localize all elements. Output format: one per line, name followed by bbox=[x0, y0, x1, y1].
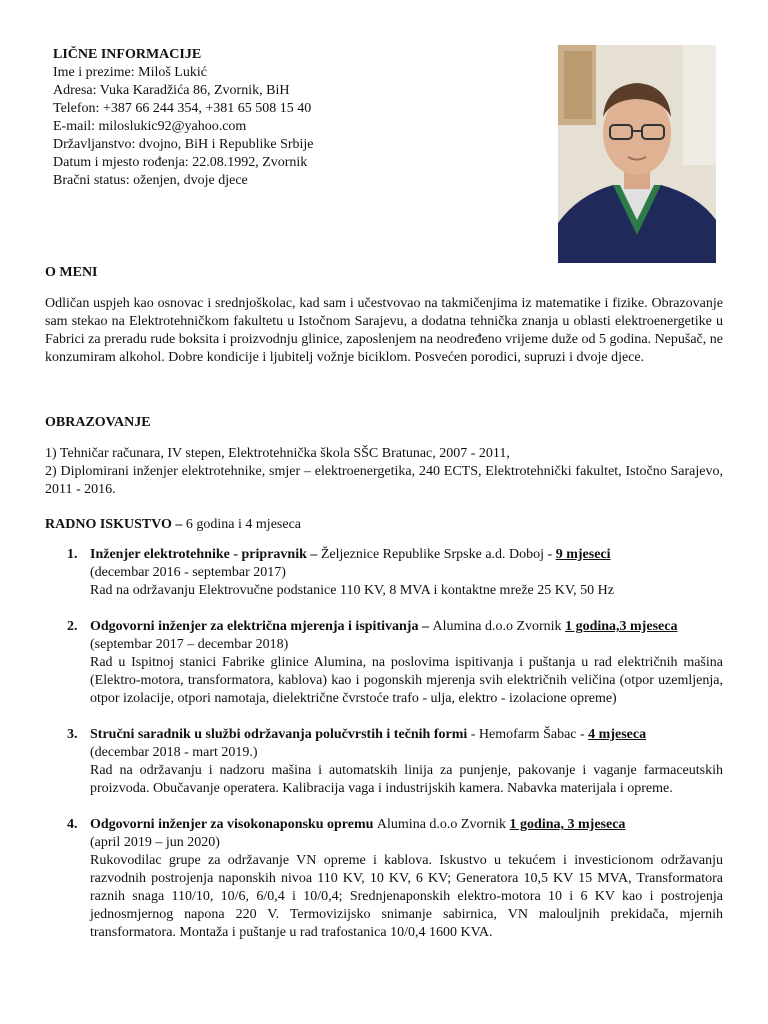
job-title: Inženjer elektrotehnike - pripravnik – bbox=[90, 547, 321, 562]
job-number: 4. bbox=[67, 817, 78, 832]
education-heading: OBRAZOVANJE bbox=[45, 415, 151, 430]
job-duration: 9 mjeseci bbox=[555, 547, 611, 562]
job-period: (decembar 2016 - septembar 2017) bbox=[90, 565, 286, 580]
job-number: 1. bbox=[67, 547, 78, 562]
info-address: Adresa: Vuka Karadžića 86, Zvornik, BiH bbox=[53, 83, 290, 98]
job-description: Rad na održavanju Elektrovučne podstanice 110 KV, 8 MVA i kontaktne mreže 25 KV, 50 Hz bbox=[90, 583, 614, 598]
job-duration: 4 mjeseca bbox=[588, 727, 647, 742]
personal-info-heading: LIČNE INFORMACIJE bbox=[53, 47, 202, 62]
education-section bbox=[45, 414, 723, 499]
info-name: Ime i prezime: Miloš Lukić bbox=[53, 65, 207, 80]
job-item-1 bbox=[45, 546, 723, 600]
job-title: Odgovorni inženjer za visokonaponsku opremu bbox=[90, 817, 377, 832]
job-period: (septembar 2017 – decembar 2018) bbox=[90, 637, 289, 652]
job-period: (april 2019 – jun 2020) bbox=[90, 835, 220, 850]
job-employer: Alumina d.o.o Zvornik bbox=[432, 619, 566, 634]
education-item-2: 2) Diplomirani inženjer elektrotehnike, smjer – elektroenergetika, 240 ECTS, Elektrotehnički fakultet, Istočno Sarajevo, 2011 - 2016. bbox=[45, 464, 723, 497]
job-employer: - Hemofarm Šabac - bbox=[470, 727, 589, 742]
info-birth: Datum i mjesto rođenja: 22.08.1992, Zvornik bbox=[53, 155, 308, 170]
experience-heading-row bbox=[45, 516, 723, 534]
job-number: 3. bbox=[67, 727, 78, 742]
job-description: Rukovodilac grupe za održavanje VN opreme i kablova. Iskustvo u tekućem i investicionom održavanju razvodnih postrojenja naponskih nivoa 110 KV, 10 KV, 6 KV; Generatora 10,5 KV 15 MVA, Transformatora raznih snaga 110/10, 10/6, 6/0,4 i 10/0,4; Srednjenaponskih elektro-motora 10 i 6 KV kao i postrojenja jednosmjernog napona 220 V. Termovizijsko snimanje sabirnica, VN malouljnih prekidača, mjernih transformatora. Montaža i puštanje u rad trafostanica 10/0,4 1600 KVA. bbox=[90, 853, 723, 940]
about-section bbox=[45, 264, 723, 367]
info-citizenship: Državljanstvo: dvojno, BiH i Republike Srbije bbox=[53, 137, 314, 152]
job-period: (decembar 2018 - mart 2019.) bbox=[90, 745, 258, 760]
experience-total: 6 godina i 4 mjeseca bbox=[185, 517, 301, 532]
job-item-4 bbox=[45, 816, 723, 942]
info-phone: Telefon: +387 66 244 354, +381 65 508 15 40 bbox=[53, 101, 312, 116]
personal-info-section bbox=[53, 46, 533, 190]
education-item-1: 1) Tehničar računara, IV stepen, Elektrotehnička škola SŠC Bratunac, 2007 - 2011, bbox=[45, 446, 510, 461]
job-duration: 1 godina, 3 mjeseca bbox=[509, 817, 626, 832]
job-number: 2. bbox=[67, 619, 78, 634]
job-employer: Željeznice Republike Srpske a.d. Doboj - bbox=[320, 547, 556, 562]
about-text: Odličan uspjeh kao osnovac i srednjoškolac, kad sam i učestvovao na takmičenjima iz matematike i fizike. Obrazovanje sam stekao na Elektrotehničkom fakultetu u Istočnom Sarajevu, a dodatna tehnička znanja u oblasti elektroenergetike u Fabrici za preradu rude boksita i proizvodnju glinice, zaposlenjem na neodređeno vrijeme duže od 5 godina. Nepušač, ne konzumiram alkohol. Dobre kondicije i ljubitelj vožnje biciklom. Posvećen porodici, supruzi i dvoje djece. bbox=[45, 296, 723, 365]
info-email: E-mail: miloslukic92@yahoo.com bbox=[53, 119, 247, 134]
portrait-illustration bbox=[558, 45, 716, 263]
experience-heading: RADNO ISKUSTVO – bbox=[45, 517, 186, 532]
job-item-2 bbox=[45, 618, 723, 708]
job-employer: Alumina d.o.o Zvornik bbox=[376, 817, 510, 832]
job-list bbox=[45, 546, 723, 960]
about-heading: O MENI bbox=[45, 265, 98, 280]
job-description: Rad u Ispitnoj stanici Fabrike glinice Alumina, na poslovima ispitivanja i puštanja u rad električnih mašina (Elektro-motora, transformatora, kablova) kao i pogonskih mjerenja svih električnih veličina (otpor uzemljenja, otpor izolacije, otpori namotaja, dielektrične čvrstoće trafo - ulja, elektro - izolacione opreme) bbox=[90, 655, 723, 706]
job-item-3 bbox=[45, 726, 723, 798]
job-duration: 1 godina,3 mjeseca bbox=[565, 619, 678, 634]
job-title: Stručni saradnik u službi održavanja polučvrstih i tečnih formi bbox=[90, 727, 471, 742]
profile-photo bbox=[558, 45, 716, 263]
job-description: Rad na održavanju i nadzoru mašina i automatskih linija za punjenje, pakovanje i vaganje farmaceutskih proizvoda. Obučavanje operatera. Kalibracija vaga i industrijskih kamera. Nabavka materijala i opreme. bbox=[90, 763, 723, 796]
job-title: Odgovorni inženjer za električna mjerenja i ispitivanja – bbox=[90, 619, 433, 634]
info-marital-status: Bračni status: oženjen, dvoje djece bbox=[53, 173, 248, 188]
